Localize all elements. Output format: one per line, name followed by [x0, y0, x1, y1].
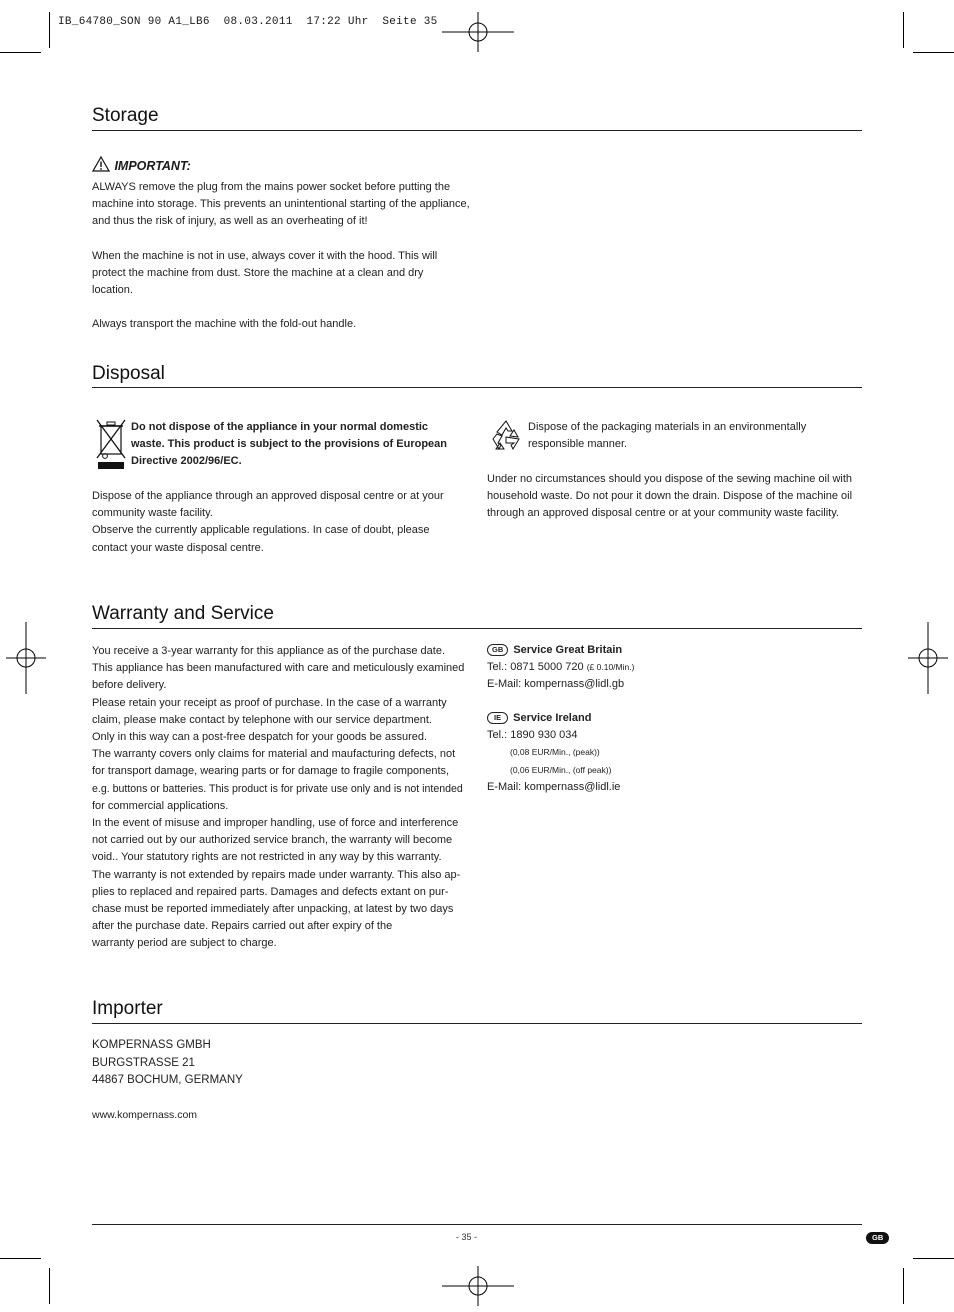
text-line: waste. This product is subject to the provisions of European	[131, 438, 447, 451]
disposal-heading: Disposal	[92, 363, 165, 384]
text-line: Do not dispose of the appliance in your normal domestic	[131, 421, 429, 433]
weee-notice	[131, 419, 471, 471]
text-line: location.	[92, 284, 133, 297]
text-line: Dispose of the packaging materials in an environmentally	[528, 421, 807, 433]
text-line: void.. Your statutory rights are not restricted in any way by this warranty.	[92, 851, 442, 864]
text-line: and thus the risk of injury, as well as an overheating of it!	[92, 215, 368, 228]
text-line: 44867 BOCHUM, GERMANY	[92, 1074, 243, 1086]
registration-mark-top	[440, 12, 516, 52]
text-line: KOMPERNASS GMBH	[92, 1039, 211, 1051]
text-line: contact your waste disposal centre.	[92, 541, 264, 554]
registration-mark-right	[908, 622, 948, 694]
text-line: after the purchase date. Repairs carried out after expiry of the	[92, 920, 393, 933]
text-line: Dispose of the appliance through an approved disposal centre or at your	[92, 490, 444, 502]
service-ie-tel: Tel.: 1890 930 034	[487, 729, 578, 742]
warranty-text	[92, 643, 477, 953]
service-gb-tel: Tel.: 0871 5000 720	[487, 661, 584, 674]
print-header: IB_64780_SON 90 A1_LB6 08.03.2011 17:22 Uhr Seite 35	[58, 16, 438, 28]
disposal-rule	[92, 387, 862, 388]
disposal-right-paragraph	[487, 471, 867, 523]
important-label: IMPORTANT:	[114, 159, 191, 173]
warranty-heading: Warranty and Service	[92, 603, 274, 624]
text-line: household waste. Do not pour it down the drain. Dispose of the machine oil	[487, 490, 853, 503]
importer-website: www.kompernass.com	[92, 1109, 198, 1121]
importer-rule	[92, 1023, 862, 1024]
storage-rule	[92, 130, 862, 131]
text-line: machine into storage. This prevents an unintentional starting of the appliance,	[92, 198, 470, 211]
service-gb-email: E-Mail: kompernass@lidl.gb	[487, 678, 625, 691]
warning-triangle-icon	[92, 156, 110, 172]
disposal-left-paragraph	[92, 488, 472, 557]
registration-mark-bottom	[440, 1266, 516, 1306]
recycle-notice	[528, 419, 858, 453]
text-line: for transport damage, wearing parts or for damage to fragile components,	[92, 765, 450, 778]
text-line: chase must be reported immediately after unpacking, at latest by two days	[92, 903, 454, 916]
text-line: When the machine is not in use, always cover it with the hood. This will	[92, 250, 438, 262]
importer-heading: Importer	[92, 998, 163, 1019]
registration-mark-left	[6, 622, 46, 694]
service-gb-title-row	[487, 642, 867, 659]
service-ie-email: E-Mail: kompernass@lidl.ie	[487, 780, 621, 793]
text-line: Observe the currently applicable regulations. In case of doubt, please	[92, 524, 430, 537]
text-line: Under no circumstances should you dispose of the sewing machine oil with	[487, 473, 853, 485]
gb-country-badge: GB	[487, 644, 508, 656]
service-gb-tel-row	[487, 659, 867, 676]
service-ie-rate-peak: (0,08 EUR/Min., (peak))	[510, 747, 600, 758]
text-line: This appliance has been manufactured with care and meticulously examined	[92, 662, 465, 675]
warranty-rule	[92, 628, 862, 629]
service-gb-rate: (£ 0.10/Min.)	[586, 662, 635, 673]
storage-paragraph-2	[92, 248, 472, 300]
service-great-britain	[487, 642, 867, 694]
text-line: Please retain your receipt as proof of purchase. In the case of a warranty	[92, 696, 447, 709]
text-line: not carried out by our authorized service branch, the warranty will become	[92, 834, 453, 847]
text-line: for commercial applications.	[92, 799, 229, 812]
text-line: Only in this way can a post-free despatch for your goods be assured.	[92, 731, 428, 744]
text-line: responsible manner.	[528, 438, 628, 451]
storage-heading: Storage	[92, 105, 159, 126]
text-line: The warranty is not extended by repairs made under warranty. This also ap-	[92, 868, 461, 881]
service-ie-title: Service Ireland	[513, 712, 592, 724]
storage-paragraph-1	[92, 179, 472, 231]
service-ireland	[487, 710, 867, 796]
text-line: through an approved disposal centre or at your community waste facility.	[487, 507, 839, 520]
text-line: BURGSTRASSE 21	[92, 1056, 195, 1069]
text-line: Directive 2002/96/EC.	[131, 455, 242, 468]
text-line: ALWAYS remove the plug from the mains power socket before putting the	[92, 181, 451, 193]
text-line: claim, please make contact by telephone with our service department.	[92, 713, 432, 726]
importer-address	[92, 1037, 472, 1090]
text-line: The warranty covers only claims for material and maufacturing defects, not	[92, 748, 456, 761]
crossed-out-wheelie-bin-icon	[95, 418, 127, 472]
text-line: community waste facility.	[92, 507, 213, 520]
text-line: warranty period are subject to charge.	[92, 937, 277, 950]
footer-rule	[92, 1224, 862, 1225]
service-gb-title: Service Great Britain	[513, 644, 623, 656]
important-notice	[92, 156, 191, 175]
ie-country-badge: IE	[487, 712, 508, 724]
service-ie-rate-offpeak: (0,06 EUR/Min., (off peak))	[510, 764, 612, 775]
text-line: In the event of misuse and improper handling, use of force and interference	[92, 817, 459, 830]
text-line: before delivery.	[92, 679, 167, 692]
text-line: You receive a 3-year warranty for this appliance as of the purchase date.	[92, 645, 446, 657]
service-ie-title-row	[487, 710, 867, 727]
text-line: protect the machine from dust. Store the machine at a clean and dry	[92, 267, 424, 280]
text-line: plies to replaced and repaired parts. Damages and defects extant on pur-	[92, 885, 449, 898]
recycle-icon	[488, 418, 524, 452]
page-number: - 35 -	[456, 1232, 478, 1242]
footer-lang-badge: GB	[866, 1232, 889, 1244]
text-line: e.g. buttons or batteries. This product is for private use only and is not intended	[92, 782, 463, 795]
storage-paragraph-3: Always transport the machine with the fold-out handle.	[92, 318, 357, 330]
